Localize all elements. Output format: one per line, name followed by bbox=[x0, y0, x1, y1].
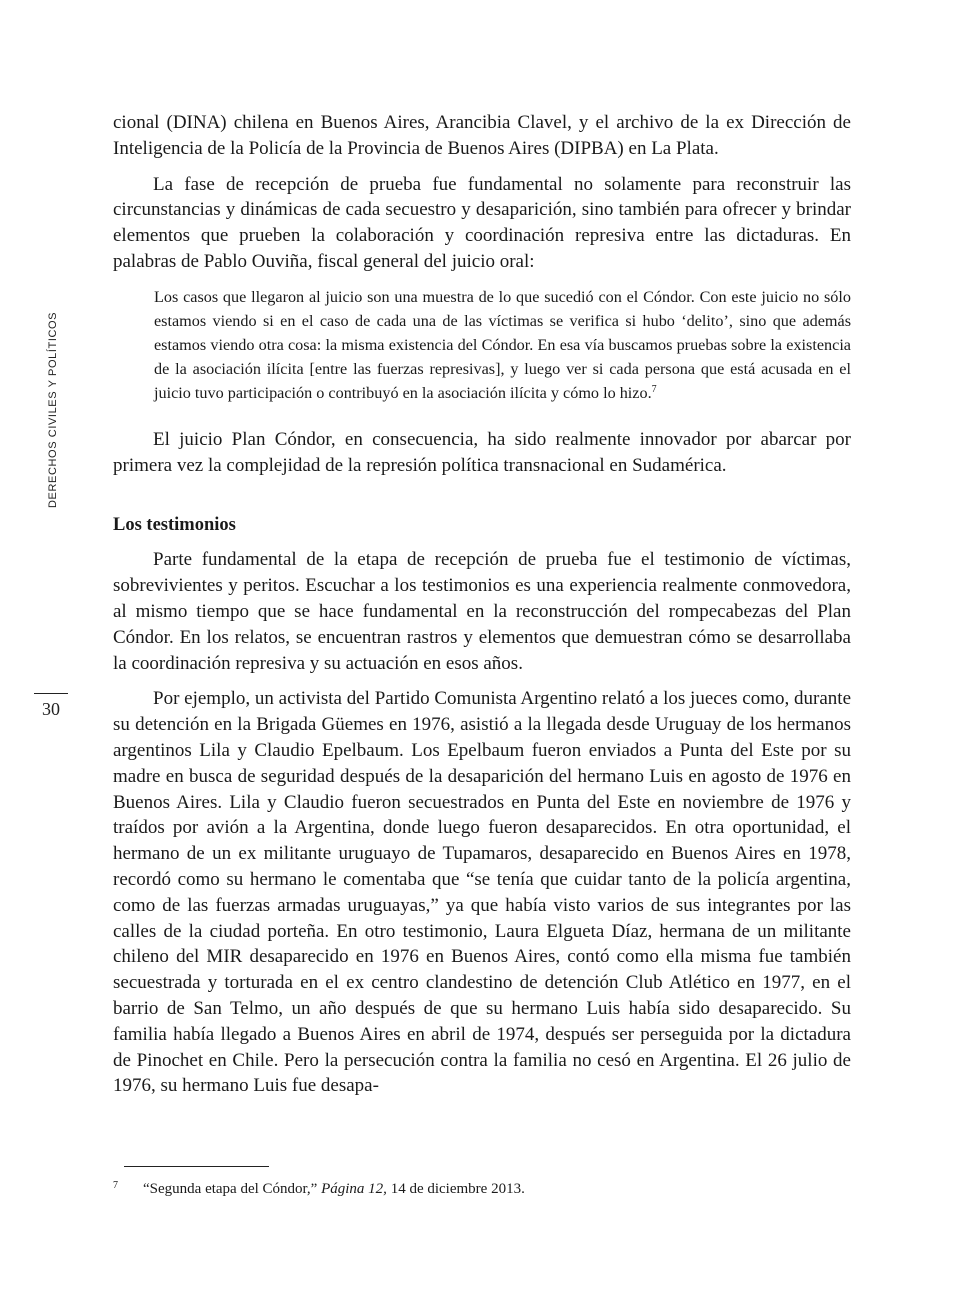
paragraph-2: La fase de recepción de prueba fue fundamental no solamente para reconstruir las circunstancias y dinámicas de cada secuestro y desaparición, sino también para ofrecer y brindar elementos que prueben la colaboración y coordinación represiva entre las dictaduras. En palabras de Pablo Ouviña, fiscal general del juicio oral: bbox=[113, 173, 851, 272]
footnote-source: Página 12, bbox=[321, 1181, 387, 1197]
main-text bbox=[113, 110, 851, 1099]
page-number-rule bbox=[34, 693, 68, 694]
page-number: 30 bbox=[42, 699, 60, 719]
running-head: DERECHOS CIVILES Y POLÍTICOS bbox=[47, 311, 59, 508]
footnote-number: 7 bbox=[113, 1180, 118, 1191]
footnote bbox=[113, 1176, 851, 1199]
block-quote bbox=[154, 285, 851, 405]
paragraph-4: Parte fundamental de la etapa de recepción de prueba fue el testimonio de víctimas, sobrevivientes y peritos. Escuchar a los testimonios es una experiencia realmente conmovedora, al mismo tiempo que se hace fundamental en la reconstrucción del rompecabezas del Plan Cóndor. En los relatos, se encuentran rastros y elementos que demuestran cómo se desarrollaba la coordinación represiva y su actuación en esos años. bbox=[113, 549, 851, 674]
footnote-text-after: 14 de diciembre 2013. bbox=[386, 1181, 525, 1197]
footnote-rule bbox=[124, 1166, 269, 1167]
quote-text: Los casos que llegaron al juicio son una muestra de lo que sucedió con el Cóndor. Con este juicio no sólo estamos viendo si en el caso de cada una de las víctimas se verifica si hubo ‘delito’, sino que además estamos viendo otra cosa: la misma existencia del Cóndor. En esa vía buscamos pruebas sobre la existencia de la asociación ilícita [entre las fuerzas represivas], y luego ver si cada persona que está acusada en el juicio tuvo participación o contribuyó en la asociación ilícita y cómo lo hizo. bbox=[154, 287, 851, 402]
section-heading: Los testimonios bbox=[113, 515, 236, 536]
paragraph-1: cional (DINA) chilena en Buenos Aires, Arancibia Clavel, y el archivo de la ex Dirección de Inteligencia de la Policía de la Provincia de Buenos Aires (DIPBA) en La Plata. bbox=[113, 112, 851, 159]
paragraph-5: Por ejemplo, un activista del Partido Comunista Argentino relató a los jueces como, durante su detención en la Brigada Güemes en 1976, asistió a la llegada desde Uruguay de los hermanos argentinos Lila y Claudio Epelbaum. Los Epelbaum fueron enviados a Punta del Este por su madre en busca de seguridad después de la desaparición del hermano Luis en agosto de 1976 en Buenos Aires. Lila y Claudio fueron secuestrados en Punta del Este en noviembre de 1976 y traídos por avión a la Argentina, donde luego fueron desaparecidos. En otra oportunidad, el hermano de un ex militante uruguayo de Tupamaros, desaparecido en Buenos Aires en 1978, recordó como su hermano le comentaba que “se tenía que cuidar tanto de la policía argentina, como de las fuerzas armadas uruguayas,” ya que había visto varios de sus integrantes por las calles de la ciudad porteña. En otro testimonio, Laura Elgueta Díaz, hermana de un militante chileno del MIR desaparecido en 1976 en Buenos Aires, contó como ella misma fue también secuestrada y torturada en el ex centro clandestino de detención Club Atlético en 1977, en el barrio de San Telmo, un año después de que su hermano Luis había sido desaparecido. Su familia había llegado a Buenos Aires en abril de 1974, después ser perseguida por la dictadura de Pinochet en Chile. Pero la persecución contra la familia no cesó en Argentina. El 26 julio de 1976, su hermano Luis fue desapa- bbox=[113, 688, 851, 1097]
footnote-reference[interactable]: 7 bbox=[651, 383, 657, 395]
paragraph-3: El juicio Plan Cóndor, en consecuencia, ha sido realmente innovador por abarcar por primera vez la complejidad de la represión política transnacional en Sudamérica. bbox=[113, 428, 851, 476]
footnote-text-before: “Segunda etapa del Cóndor,” bbox=[143, 1181, 322, 1197]
